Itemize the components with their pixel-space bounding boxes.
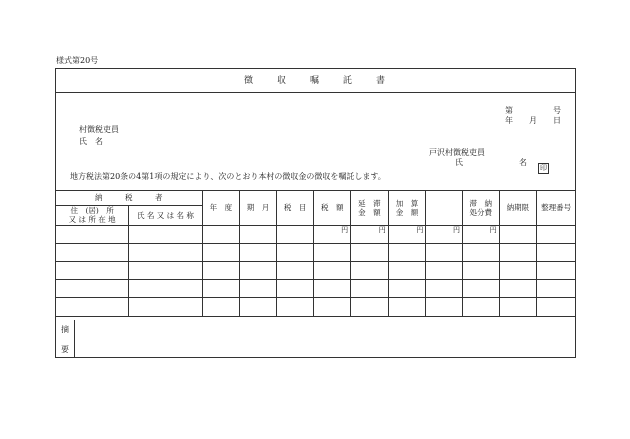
arrears-header [462, 191, 499, 226]
cell-address[interactable] [56, 261, 129, 279]
taxpayer-header: 納 税 者 [56, 191, 203, 206]
recipient-title: 村徴税吏員 [79, 125, 119, 134]
deadline-header: 納期限 [499, 191, 537, 226]
arrears-header-line1: 滞 納 [469, 198, 493, 208]
cell-name[interactable] [129, 279, 202, 297]
table-row [56, 279, 576, 297]
cell-tax-item[interactable] [276, 225, 314, 243]
period-header: 期 月 [240, 191, 277, 226]
cell-serial[interactable] [537, 279, 576, 297]
cell-year[interactable] [202, 261, 240, 279]
name-header: 氏 名 又 は 名 称 [129, 206, 202, 226]
cell-tax-item[interactable] [276, 243, 314, 261]
cell-late-fee[interactable] [351, 261, 389, 279]
late-fee-header-line1: 延 滞 [358, 198, 381, 208]
cell-tax-amount[interactable] [314, 297, 351, 316]
form-number: 様式第20号 [56, 56, 99, 65]
cell-serial[interactable] [537, 225, 576, 243]
cell-arrears[interactable] [462, 261, 499, 279]
cell-year[interactable] [202, 279, 240, 297]
memo-field[interactable] [75, 320, 575, 357]
cell-name[interactable] [129, 297, 202, 316]
statement-text: 地方税法第20条の4第1項の規定により、次のとおり本村の徴収金の徴収を嘱託します。 [70, 172, 386, 181]
cell-tax-item[interactable] [276, 279, 314, 297]
late-fee-header-line2: 金 額 [358, 207, 381, 217]
memo-label-top: 摘 [61, 325, 69, 334]
cell-tax-item[interactable] [276, 261, 314, 279]
cell-serial[interactable] [537, 261, 576, 279]
form-title: 徴 収 嘱 託 書 [243, 76, 387, 86]
cell-year[interactable] [202, 243, 240, 261]
cell-additional-tax[interactable] [388, 225, 426, 243]
cell-tax-amount[interactable] [314, 225, 351, 243]
cell-late-fee[interactable] [351, 243, 389, 261]
cell-deadline[interactable] [499, 261, 537, 279]
cell-address[interactable] [56, 297, 129, 316]
address-header-line1: 住 (居) 所 [70, 206, 114, 215]
cell-arrears[interactable] [462, 225, 499, 243]
yen-unit: 円 [416, 225, 424, 234]
additional-tax-header-line2: 金 額 [395, 207, 419, 217]
yen-unit: 円 [489, 225, 497, 234]
cell-year[interactable] [202, 297, 240, 316]
cell-additional-tax[interactable] [388, 261, 426, 279]
cell-tax-item[interactable] [276, 297, 314, 316]
cell-period[interactable] [240, 297, 277, 316]
cell-address[interactable] [56, 243, 129, 261]
cell-deadline[interactable] [499, 297, 537, 316]
memo-label-bottom: 要 [61, 345, 69, 354]
cell-period[interactable] [240, 225, 277, 243]
cell-arrears[interactable] [462, 297, 499, 316]
sender-title: 戸沢村徴税吏員 [429, 148, 485, 157]
cell-deadline[interactable] [499, 243, 537, 261]
cell-blank[interactable] [426, 261, 463, 279]
cell-tax-amount[interactable] [314, 261, 351, 279]
seal-icon: 印 [540, 164, 547, 172]
tax-table [55, 190, 576, 317]
document-number: 第 号 [505, 106, 561, 115]
address-header-line2: 又 は 所 在 地 [68, 215, 116, 225]
table-row [56, 261, 576, 279]
cell-period[interactable] [240, 279, 277, 297]
cell-late-fee[interactable] [351, 297, 389, 316]
memo-label [56, 320, 75, 357]
cell-name[interactable] [129, 261, 202, 279]
cell-serial[interactable] [537, 243, 576, 261]
cell-arrears[interactable] [462, 279, 499, 297]
cell-name[interactable] [129, 243, 202, 261]
cell-year[interactable] [202, 225, 240, 243]
address-header [56, 206, 129, 226]
additional-tax-header-line1: 加 算 [395, 198, 419, 208]
title-divider [56, 92, 575, 93]
cell-period[interactable] [240, 261, 277, 279]
cell-blank[interactable] [426, 243, 463, 261]
cell-blank[interactable] [426, 297, 463, 316]
yen-unit: 円 [341, 225, 349, 234]
table-row [56, 225, 576, 243]
yen-unit: 円 [452, 225, 460, 234]
cell-period[interactable] [240, 243, 277, 261]
seal-mark [538, 157, 549, 174]
table-row [56, 243, 576, 261]
cell-late-fee[interactable] [351, 279, 389, 297]
cell-tax-amount[interactable] [314, 243, 351, 261]
cell-tax-amount[interactable] [314, 279, 351, 297]
serial-header: 整理番号 [537, 191, 576, 226]
cell-additional-tax[interactable] [388, 297, 426, 316]
year-header: 年 度 [202, 191, 240, 226]
cell-additional-tax[interactable] [388, 243, 426, 261]
blank-header [426, 191, 463, 226]
late-fee-header [351, 191, 389, 226]
sender-name-label: 氏 名 [455, 158, 527, 167]
yen-unit: 円 [378, 225, 386, 234]
cell-address[interactable] [56, 279, 129, 297]
cell-deadline[interactable] [499, 225, 537, 243]
cell-late-fee[interactable] [351, 225, 389, 243]
cell-deadline[interactable] [499, 279, 537, 297]
recipient-name-label: 氏 名 [79, 137, 103, 146]
cell-blank[interactable] [426, 225, 463, 243]
cell-blank[interactable] [426, 279, 463, 297]
cell-name[interactable] [129, 225, 202, 243]
cell-arrears[interactable] [462, 243, 499, 261]
cell-additional-tax[interactable] [388, 279, 426, 297]
tax-amount-header: 税 額 [314, 191, 351, 226]
document-date: 年 月 日 [505, 116, 561, 125]
table-row [56, 297, 576, 316]
tax-item-header: 税 目 [276, 191, 314, 226]
cell-address[interactable] [56, 225, 129, 243]
cell-serial[interactable] [537, 297, 576, 316]
additional-tax-header [388, 191, 426, 226]
request-form [55, 68, 576, 358]
arrears-header-line2: 処分費 [469, 207, 493, 217]
